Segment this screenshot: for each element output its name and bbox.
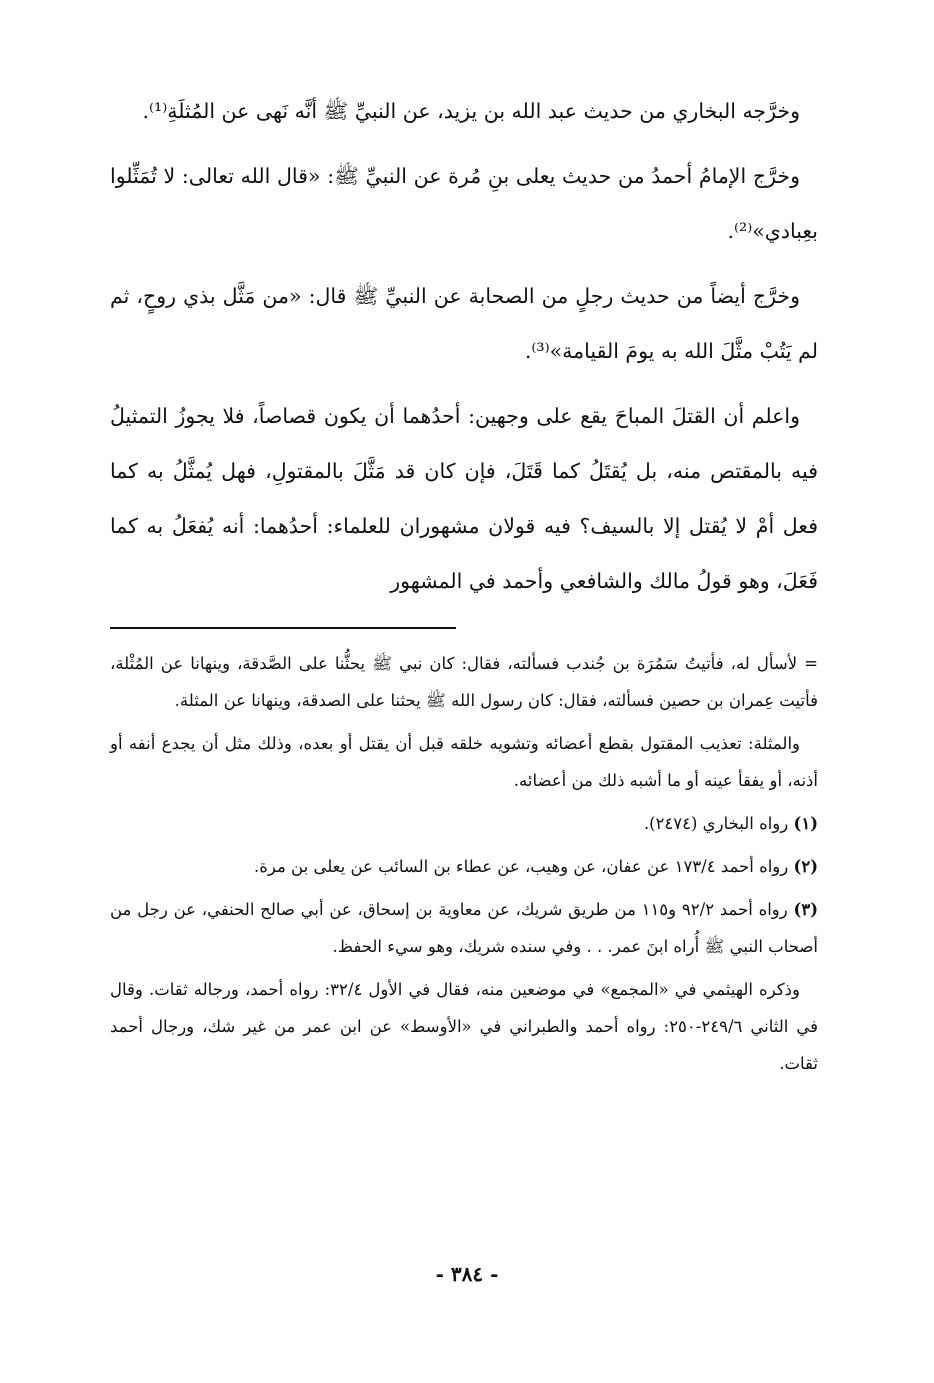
main-paragraph-3: وخرَّج أيضاً من حديث رجلٍ من الصحابة عن النبيِّ ﷺ قال: «من مَثَّل بذي روحٍ، ثم لم يَتُبْ مثَّلَ الله به يومَ القيامة»⁽³⁾. xyxy=(110,284,818,363)
footnote-2-number: (٢) xyxy=(793,857,818,876)
main-paragraph-2: وخرَّج الإمامُ أحمدُ من حديث يعلى بنِ مُرة عن النبيِّ ﷺ: «قال الله تعالى: لا تُمَثِّلوا بعِبادي»⁽²⁾. xyxy=(110,164,818,243)
footnote-3-text: رواه أحمد ٩٢/٢ و١١٥ من طريق شريك، عن معاوية بن إسحاق، عن أبي صالح الحنفي، عن رجل من أصحاب النبي ﷺ أُراه ابنَ عمر. . . وفي سنده شريك، وهو سيء الحفظ. xyxy=(110,900,818,956)
continuation-text: لأسأل له، فأتيتُ سَمُرَة بن جُندب فسألته، فقال: كان نبي ﷺ يحثُّنا على الصَّدقة، وينهانا عن المُثْلة، فأتيت عِمران بن حصين فسألته، فقال: كان رسول الله ﷺ يحثنا على الصدقة، وينهانا عن المثلة. xyxy=(110,654,818,710)
footnote-1-number: (١) xyxy=(793,814,818,833)
footnote-definition: والمثلة: تعذيب المقتول بقطع أعضائه وتشويه خلقه قبل أن يقتل أو بعده، وذلك مثل أن يجدع أنفه أو أذنه، أو يفقأ عينه أو ما أشبه ذلك من أعضائه. xyxy=(110,734,818,790)
footnote-3 xyxy=(110,891,818,965)
footnote-1-text: رواه البخاري (٢٤٧٤). xyxy=(643,814,789,833)
footnote-2 xyxy=(110,848,818,885)
main-paragraph-4: واعلم أن القتلَ المباحَ يقع على وجهين: أحدُهما أن يكون قصاصاً، فلا يجوزُ التمثيلُ فيه بالمقتص منه، بل يُقتَلُ كما قَتَلَ، فإن كان قد مَثَّلَ بالمقتولِ، فهل يُمثَّلُ به كما فعل أمْ لا يُقتل إلا بالسيف؟ فيه قولان مشهوران للعلماء: أحدُهما: أنه يُفعَلُ به كما فَعَلَ، وهو قولُ مالك والشافعي وأحمد في المشهور xyxy=(110,404,818,593)
footnote-3-extra: وذكره الهيثمي في «المجمع» في موضعين منه، فقال في الأول ٣٢/٤: رواه أحمد، ورجاله ثقات. وقال في الثاني ٢٤٩/٦-٢٥٠: رواه أحمد والطبراني في «الأوسط» عن ابن عمر من غير شك، ورجال أحمد ثقات. xyxy=(110,980,818,1073)
page-number: - ٣٨٤ - xyxy=(435,1262,499,1286)
footnote-continuation xyxy=(110,645,818,719)
footnote-separator xyxy=(110,627,456,629)
footnote-2-text: رواه أحمد ١٧٣/٤ عن عفان، عن وهيب، عن عطاء بن السائب عن يعلى بن مرة. xyxy=(253,857,789,876)
main-paragraph-1: وخرَّجه البخاري من حديث عبد الله بن يزيد، عن النبيِّ ﷺ أنَّه نَهى عن المُثلَةِ⁽¹⁾. xyxy=(142,99,800,123)
footnote-3-number: (٣) xyxy=(793,900,818,919)
footnote-1 xyxy=(110,805,818,842)
footnote-separator-wrap xyxy=(110,627,818,629)
continuation-marker: = xyxy=(804,654,818,673)
page-body xyxy=(110,84,818,1088)
